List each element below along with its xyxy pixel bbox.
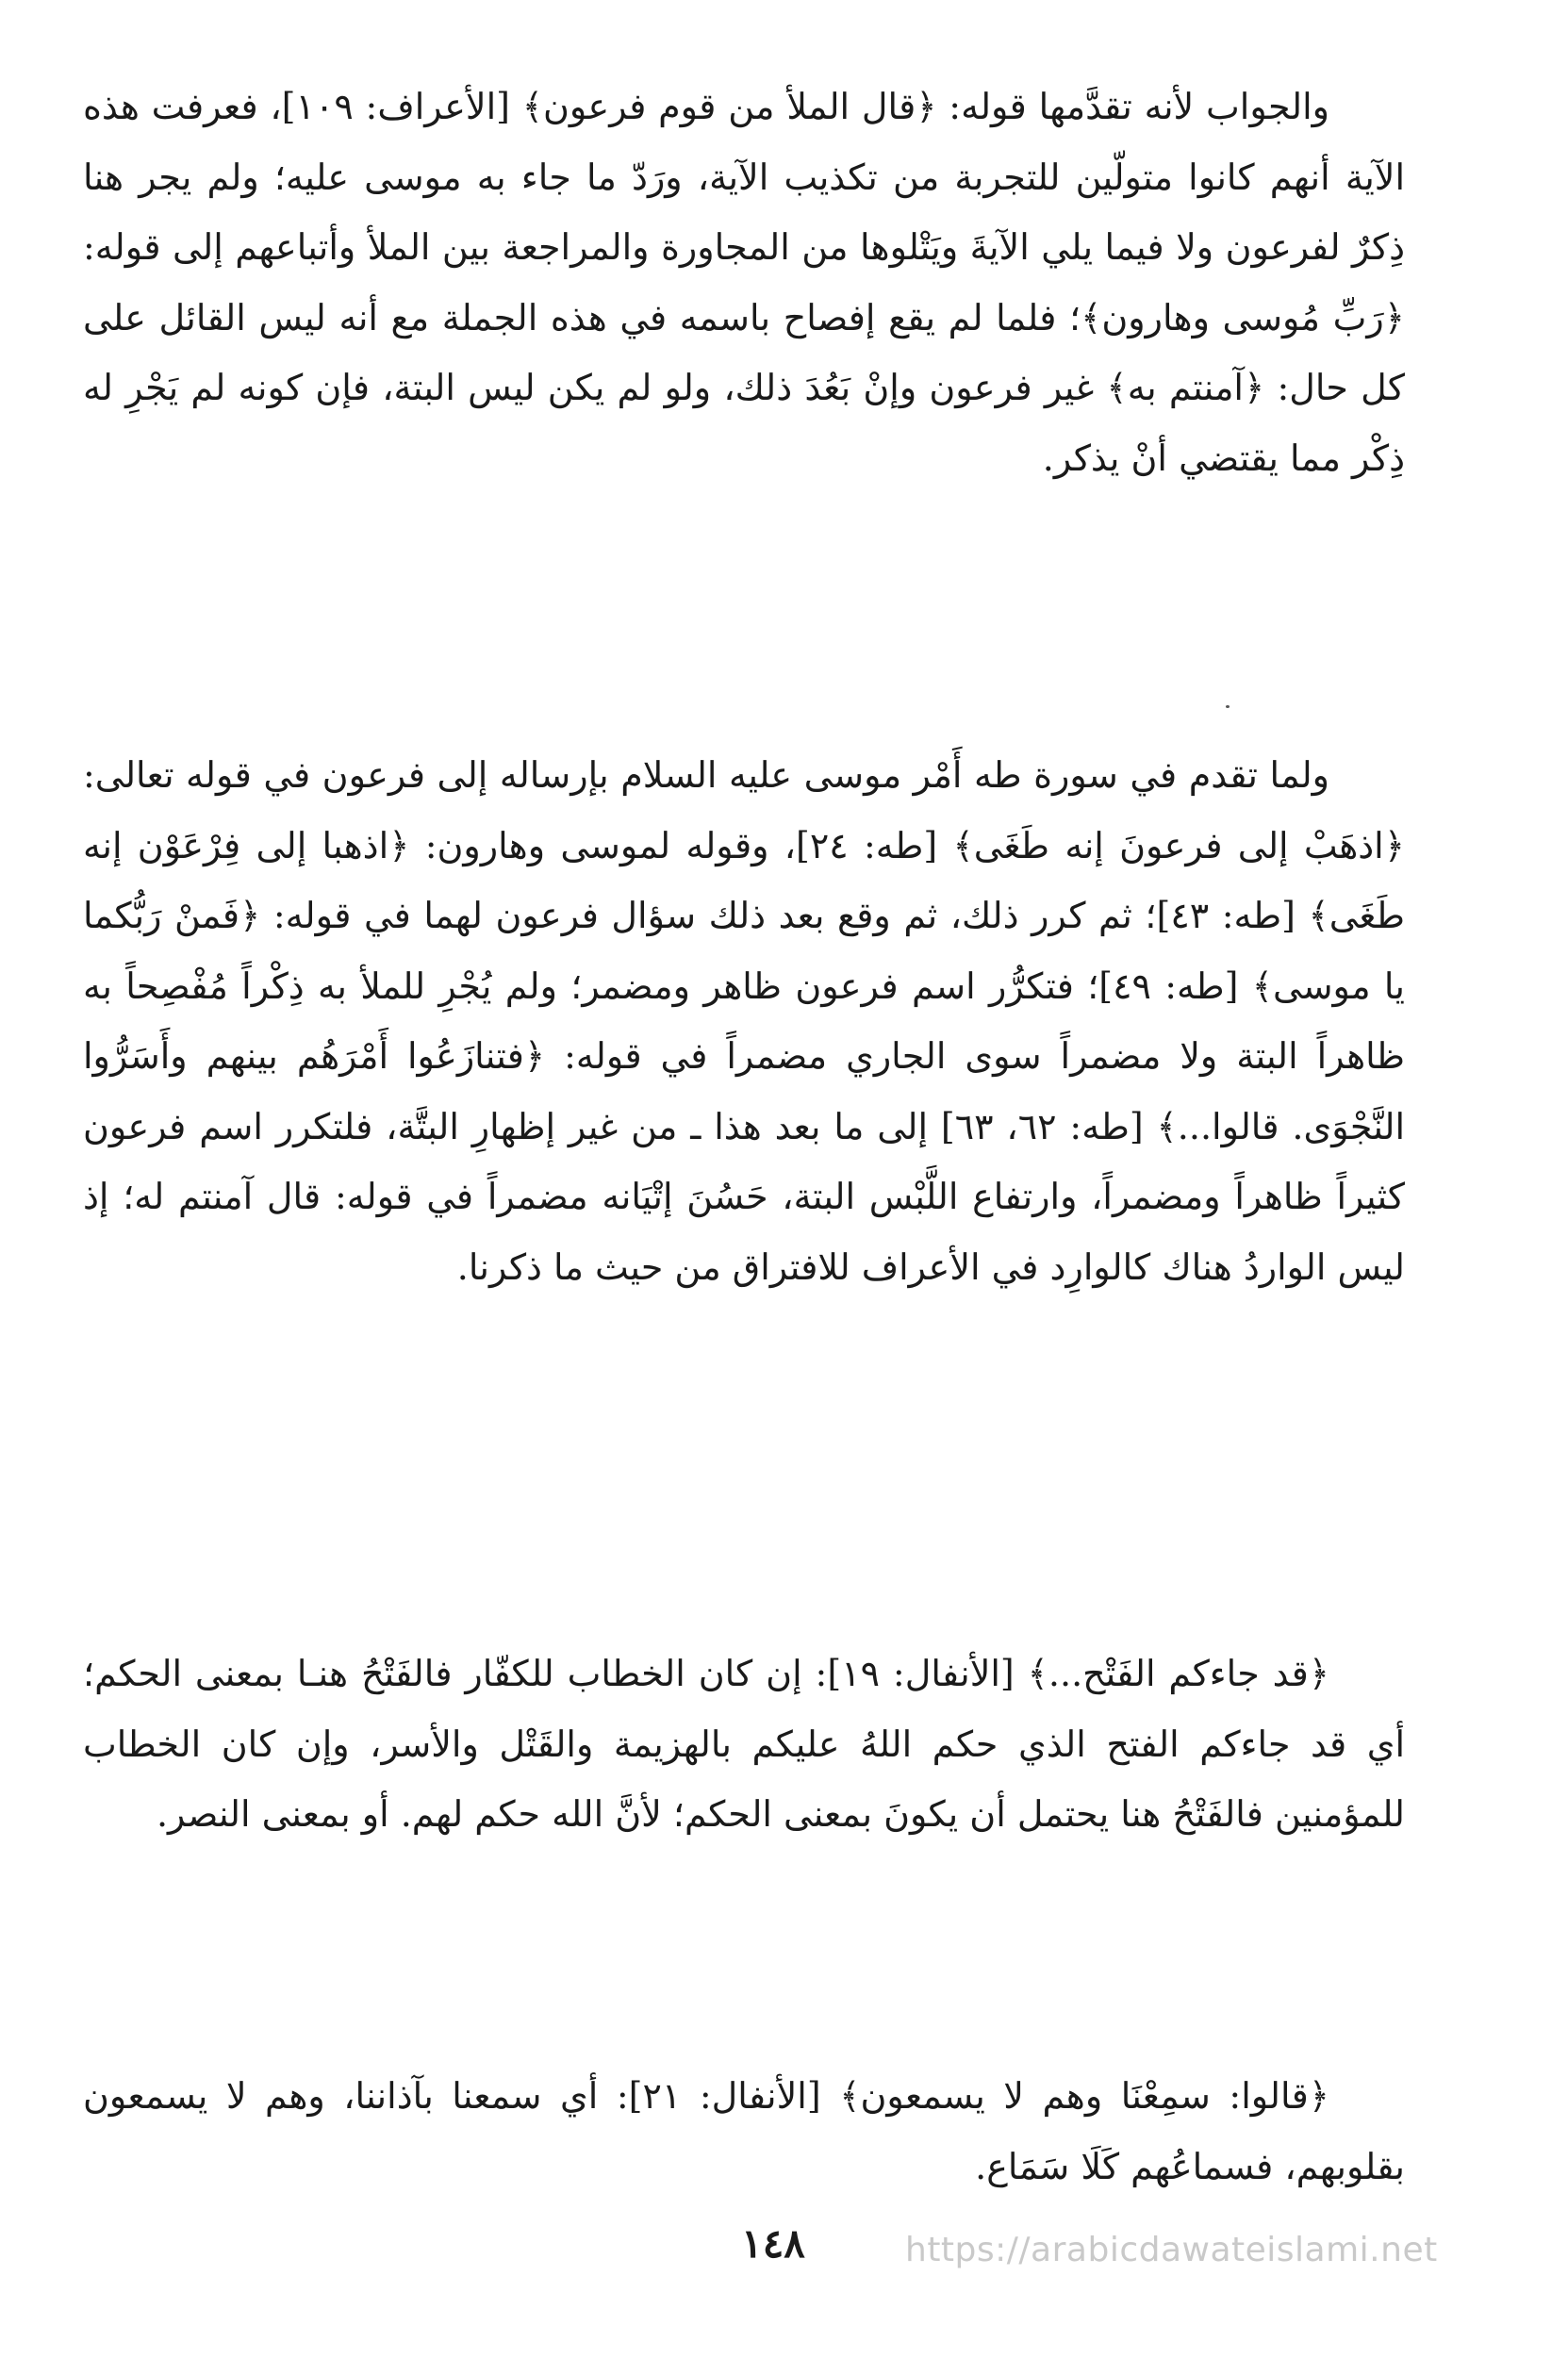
paragraph-4-text: ﴿قالوا: سمِعْنَا وهم لا يسمعون﴾ [الأنفال: ٢١]: أي سمعنا بآذاننا، وهم لا يسمعون بقلوبهم، فسماعُهم كَلَا سَمَاع. bbox=[83, 2075, 1405, 2187]
paragraph-3-text: ﴿قد جاءكم الفَتْح...﴾ [الأنفال: ١٩]: إن كان الخطاب للكفّار فالفَتْحُ هنـا بمعنى الحكم؛ أي قد جاءكم الفتح الذي حكم اللهُ عليكم بالهزيمة والقَتْل والأسر، وإن كان الخطاب للمؤمنين فالفَتْحُ هنا يحتمل أن يكونَ بمعنى الحكم؛ لأنَّ الله حكم لهم. أو بمعنى النصر. bbox=[83, 1653, 1405, 1835]
page-number: ١٤٨ bbox=[741, 2220, 805, 2267]
paragraph-1-text: والجواب لأنه تقدَّمها قوله: ﴿قال الملأ من قوم فرعون﴾ [الأعراف: ١٠٩]، فعرفت هذه الآية أنهم كانوا متولّين للتجربة من تكذيب الآية، ورَدّ ما جاء به موسى عليه؛ ولم يجر هنا ذِكرٌ لفرعون ولا فيما يلي الآيةَ ويَتْلوها من المجاورة والمراجعة بين الملأ وأتباعهم إلى قوله: ﴿رَبِّ مُوسى وهارون﴾؛ فلما لم يقع إفصاح باسمه في هذه الجملة مع أنه ليس القائل على كل حال: ﴿آمنتم به﴾ غير فرعون وإنْ بَعُدَ ذلك، ولو لم يكن ليس البتة، فإن كونه لم يَجْرِ له ذِكْر مما يقتضي أنْ يذكر. bbox=[83, 86, 1405, 479]
watermark-url: https://arabicdawateislami.net bbox=[905, 2231, 1438, 2269]
paragraph-2 bbox=[83, 740, 1405, 1302]
paragraph-2-text: ولما تقدم في سورة طه أَمْر موسى عليه السلام بإرساله إلى فرعون في قوله تعالى: ﴿اذهَبْ إلى فرعونَ إنه طَغَى﴾ [طه: ٢٤]، وقوله لموسى وهارون: ﴿اذهبا إلى فِرْعَوْن إنه طَغَى﴾ [طه: ٤٣]؛ ثم كرر ذلك، ثم وقع بعد ذلك سؤال فرعون لهما في قوله: ﴿فَمنْ رَبُّكما يا موسى﴾ [طه: ٤٩]؛ فتكرُّر اسم فرعون ظاهر ومضمر؛ ولم يُجْرِ للملأ به ذِكْراً مُفْصِحاً به ظاهراً البتة ولا مضمراً سوى الجاري مضمراً في قوله: ﴿فتنازَعُوا أَمْرَهُم بينهم وأَسَرُّوا النَّجْوَى. قالوا...﴾ [طه: ٦٢، ٦٣] إلى ما بعد هذا ـ من غير إظهارِ البتَّة، فلتكرر اسم فرعون كثيراً ظاهراً ومضمراً، وارتفاع اللَّبْس البتة، حَسُنَ إتْيَانه مضمراً في قوله: قال آمنتم له؛ إذ ليس الواردُ هناك كالوارِد في الأعراف للافتراق من حيث ما ذكرنا. bbox=[83, 754, 1406, 1288]
paragraph-3 bbox=[83, 1639, 1405, 1850]
ink-speck bbox=[1226, 705, 1230, 708]
paragraph-1 bbox=[83, 72, 1405, 493]
paragraph-4 bbox=[83, 2061, 1405, 2201]
